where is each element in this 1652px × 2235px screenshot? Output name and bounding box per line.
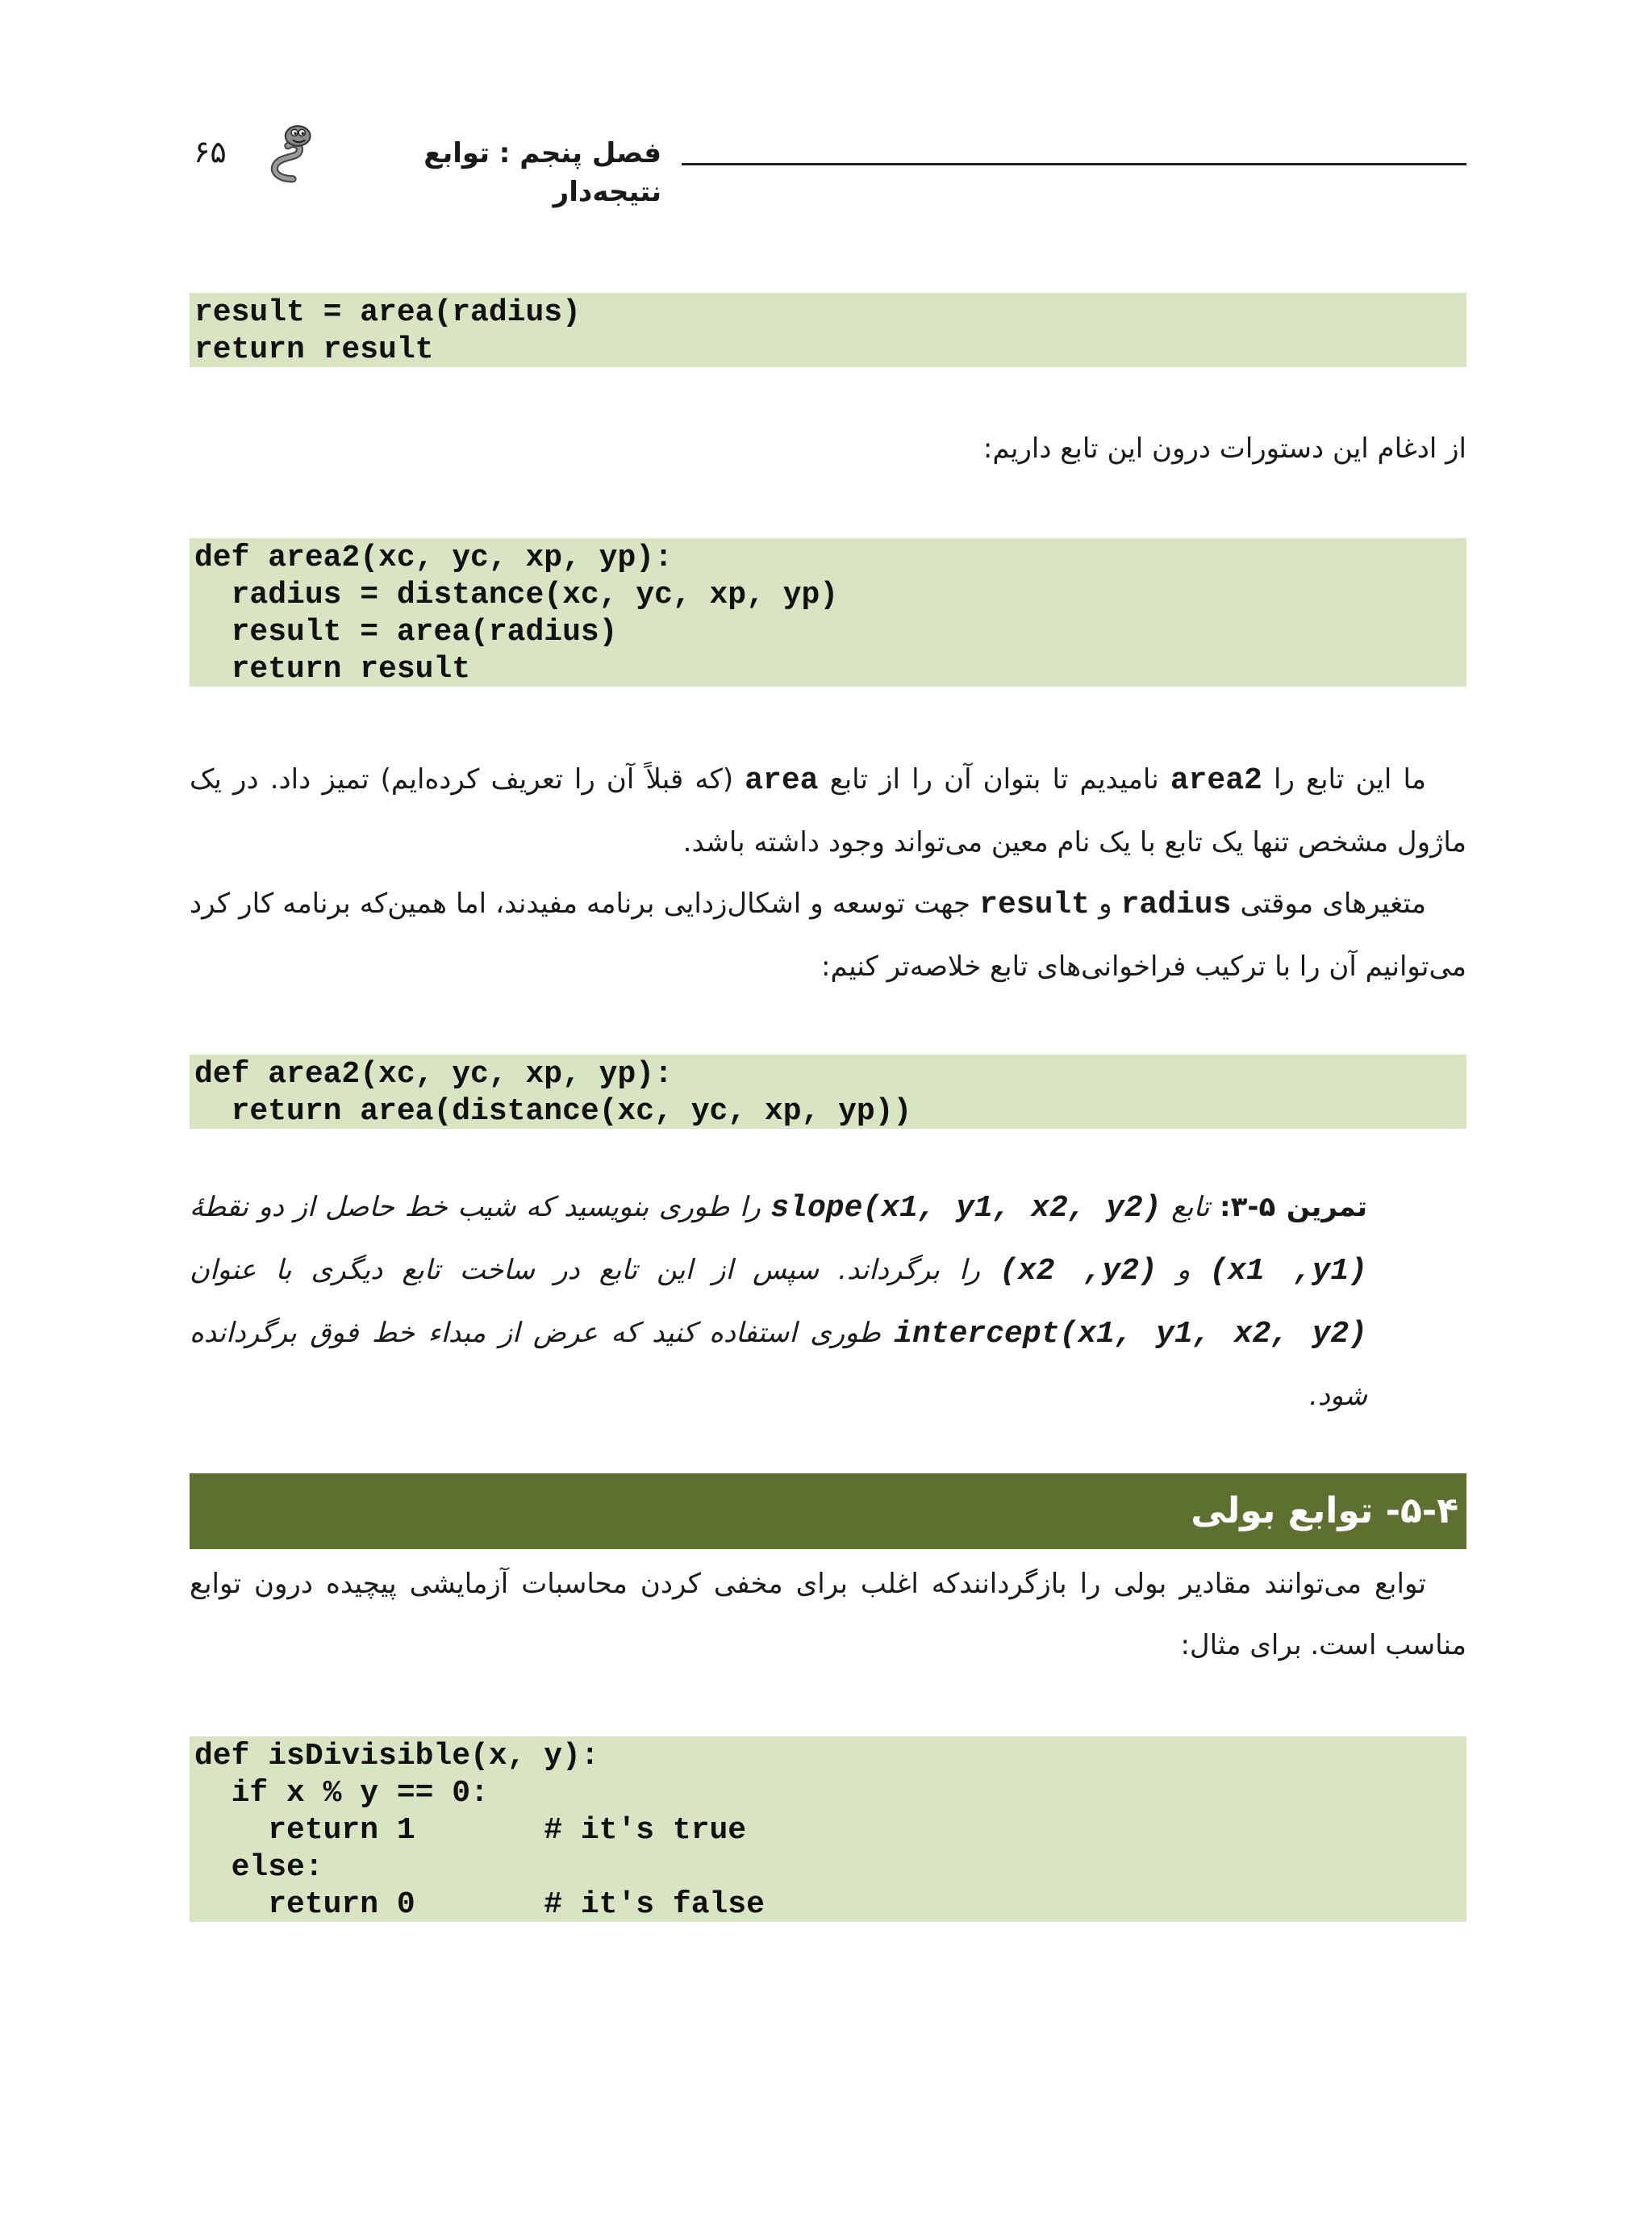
code-line: return result [194,332,434,367]
exercise-text [190,1176,1367,1427]
page-number: ۶۵ [194,134,227,169]
text-run: نامیدیم تا بتوان آن را از تابع [829,763,1159,796]
inline-code-point2: (x2 ,y2) [999,1254,1158,1289]
code-line: return result [194,652,471,687]
code-line: result = area(radius) [194,615,618,650]
paragraph-text: توابع می‌توانند مقادیر بولی را بازگردانندکه اغلب برای مخفی کردن محاسبات آزمایشی پیچیده درون توابع مناسب است. برای مثال: [190,1568,1466,1661]
section-heading-bar [190,1473,1466,1549]
code-line: if x % y == 0: [194,1776,489,1811]
inline-code-radius: radius [1120,888,1232,922]
code-block [190,538,1466,687]
inline-code-intercept: intercept(x1, y1, x2, y2) [894,1317,1367,1351]
text-run: را برگرداند. سپس از این تابع در ساخت تابع دیگری با عنوان [190,1254,980,1286]
text-run: و [1099,888,1112,920]
code-block [190,293,1466,367]
text-run: و [1176,1254,1191,1286]
paragraph-boolean-intro [190,1553,1466,1676]
inline-code-point1: (x1 ,y1) [1209,1254,1368,1289]
code-line: def isDivisible(x, y): [194,1739,599,1773]
code-line: radius = distance(xc, yc, xp, yp) [194,578,839,612]
text-run: طوری استفاده کنید که عرض از مبداء خط فوق برگردانده شود. [190,1317,1367,1412]
code-line: result = area(radius) [194,295,581,330]
exercise-box [190,1176,1367,1427]
text-run: (که قبلاً آن را تعریف کرده‌ایم) تمیز داد. در یک ماژول مشخص تنها یک تابع با یک نام معین می‌تواند وجود داشته باشد. [190,763,1466,858]
text-run: جهت توسعه و اشکال‌زدایی برنامه مفیدند، اما همین‌که برنامه کار کرد می‌توانیم آن را با ترکیب فراخوانی‌های تابع خلاصه‌تر کنیم: [190,888,1466,983]
code-block [190,1055,1466,1129]
inline-code-slope: slope(x1, y1, x2, y2) [770,1191,1162,1226]
inline-code-area: area [745,763,819,798]
chapter-title: فصل پنجم : توابع نتیجه‌دار [423,137,661,208]
code-line: def area2(xc, yc, xp, yp): [194,1057,673,1092]
paragraph-temp-vars [190,873,1466,997]
section-title: ۵-۴- توابع بولی [1191,1490,1458,1531]
text-run: را طوری بنویسید که شیب خط حاصل از دو نقطهٔ [190,1191,761,1223]
code-line: return 0 # it's false [194,1887,765,1922]
inline-code-result: result [979,888,1090,922]
text-run: متغیرهای موقتی [1240,888,1427,920]
paragraph-area2-naming [190,749,1466,873]
paragraph-merge-intro [190,418,1466,479]
code-line: else: [194,1850,323,1885]
code-line: def area2(xc, yc, xp, yp): [194,541,673,575]
python-snake-icon [260,119,326,186]
inline-code-area2: area2 [1170,763,1262,798]
text-run: ما این تابع را [1274,763,1427,796]
code-line: return 1 # it's true [194,1813,747,1848]
paragraph-block [190,749,1466,997]
paragraph-text: از ادغام این دستورات درون این تابع داریم: [982,432,1466,465]
header-rule [682,163,1466,165]
code-line: return area(distance(xc, yc, xp, yp)) [194,1094,912,1129]
exercise-label: تمرین ۵-۳: [1220,1191,1367,1223]
code-block [190,1736,1466,1922]
text-run: تابع [1171,1191,1210,1223]
